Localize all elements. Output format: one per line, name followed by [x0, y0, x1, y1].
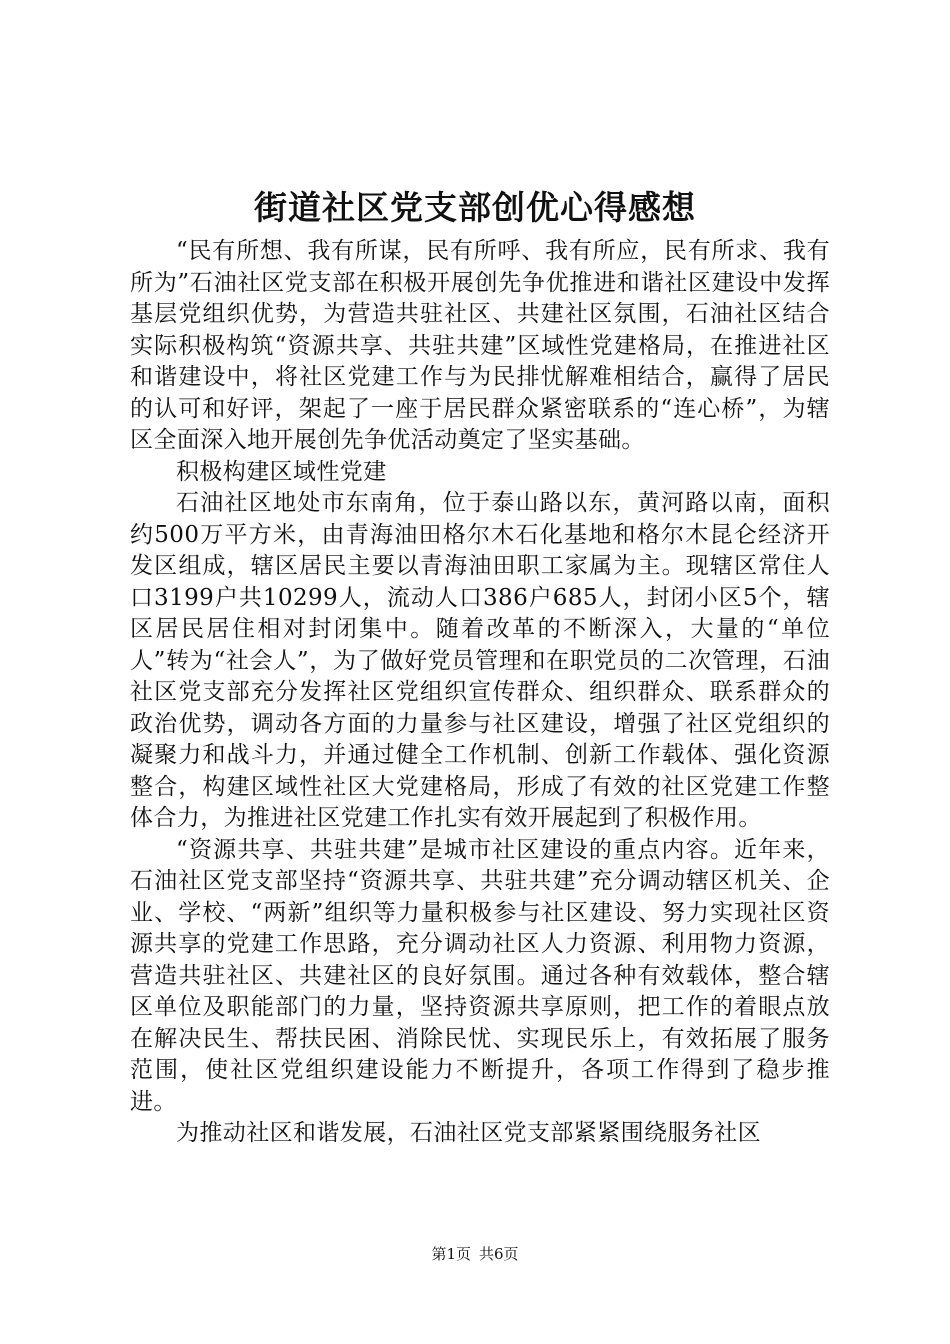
page-number: 第1页	[431, 1245, 471, 1263]
section-heading: 积极构建区域性党建	[176, 458, 387, 485]
page-footer	[0, 1244, 950, 1264]
paragraph-overview: 石油社区地处市东南角，位于泰山路以东，黄河路以南，面积约500万平方米，由青海油田格尔木石化基地和格尔木昆仑经济开发区组成，辖区居民主要以青海油田职工家属为主。现辖区常住人口3199户共10299人，流动人口386户685人，封闭小区5个，辖区居民居住相对封闭集中。随着改革的不断深入，大量的“单位人”转为“社会人”，为了做好党员管理和在职党员的二次管理，石油社区党支部充分发挥社区党组织宣传群众、组织群众、联系群众的政治优势，调动各方面的力量参与社区建设，增强了社区党组织的凝聚力和战斗力，并通过健全工作机制、创新工作载体、强化资源整合，构建区域性社区大党建格局，形成了有效的社区党建工作整体合力，为推进社区党建工作扎实有效开展起到了积极作用。	[130, 490, 830, 831]
paragraph-intro: “民有所想、我有所谋，民有所呼、我有所应，民有所求、我有所为”石油社区党支部在积极开展创先争优推进和谐社区建设中发挥基层党组织优势，为营造共驻社区、共建社区氛围，石油社区结合实际积极构筑“资源共享、共驻共建”区域性党建格局，在推进社区和谐建设中，将社区党建工作与为民排忧解难相结合，赢得了居民的认可和好评，架起了一座于居民群众紧密联系的“连心桥”，为辖区全面深入地开展创先争优活动奠定了坚实基础。	[130, 238, 830, 453]
document-title: 街道社区党支部创优心得感想	[254, 188, 696, 227]
paragraph-resource-sharing: “资源共享、共驻共建”是城市社区建设的重点内容。近年来，石油社区党支部坚持“资源共享、共驻共建”充分调动辖区机关、企业、学校、“两新”组织等力量积极参与社区建设、努力实现社区资源共享的党建工作思路，充分调动社区人力资源、利用物力资源，营造共驻社区、共建社区的良好氛围。通过各种有效载体，整合辖区单位及职能部门的力量，坚持资源共享原则，把工作的着眼点放在解决民生、帮扶民困、消除民忧、实现民乐上，有效拓展了服务范围，使社区党组织建设能力不断提升，各项工作得到了稳步推进。	[130, 836, 830, 1115]
paragraph-harmony: 为推动社区和谐发展，石油社区党支部紧紧围绕服务社区	[176, 1120, 761, 1146]
document-body	[130, 236, 830, 1150]
page-total: 共6页	[479, 1245, 519, 1263]
